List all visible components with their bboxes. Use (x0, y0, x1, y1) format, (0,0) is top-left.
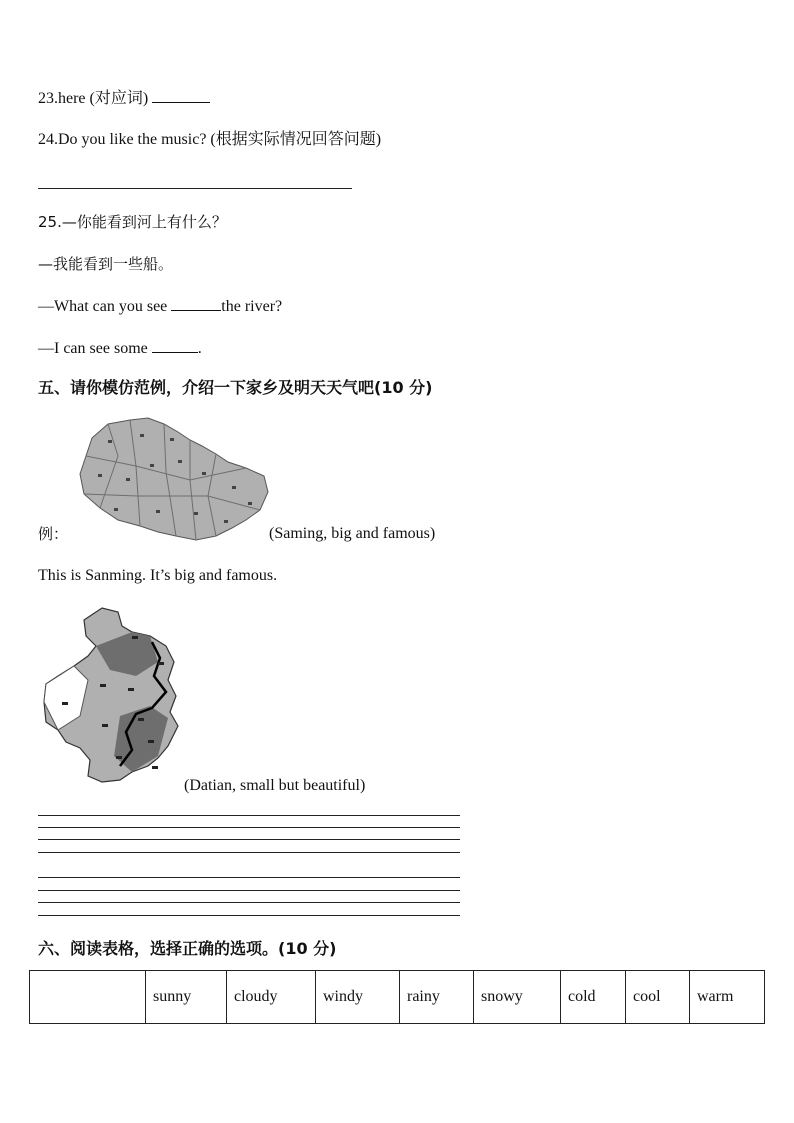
table-cell-warm: warm (690, 971, 765, 1024)
table-cell-cool: cool (626, 971, 690, 1024)
question-25-answer-cn: —我能看到一些船。 (38, 255, 174, 273)
question-23-text: 23.here (对应词) (38, 90, 153, 107)
table-row (30, 971, 765, 1024)
writing-line-5[interactable] (38, 877, 460, 878)
question-25-line-2-pre: —I can see some (38, 340, 152, 357)
question-23 (38, 88, 210, 109)
table-cell-windy: windy (316, 971, 400, 1024)
question-25-line-2-post: . (197, 340, 202, 357)
writing-line-4[interactable] (38, 852, 460, 853)
example-hint: (Saming, big and famous) (269, 525, 436, 542)
question-24-text: 24.Do you like the music? (根据实际情况回答问题) (38, 131, 382, 148)
writing-line-1[interactable] (38, 815, 460, 816)
example-sentence: This is Sanming. It’s big and famous. (38, 567, 278, 584)
writing-line-6[interactable] (38, 890, 460, 891)
example-label: 例： (38, 525, 69, 543)
datian-map-image (40, 606, 184, 784)
table-cell-cloudy: cloudy (227, 971, 316, 1024)
writing-line-8[interactable] (38, 915, 460, 916)
task-hint: (Datian, small but beautiful) (184, 777, 366, 794)
weather-table (29, 970, 765, 1024)
question-25-line-1-pre: —What can you see (38, 298, 172, 315)
question-25-prompt: 25.—你能看到河上有什么？ (38, 213, 227, 231)
section-5-heading: 五、请你模仿范例，介绍一下家乡及明天天气吧(10 分) (38, 378, 433, 397)
answer-line-24[interactable] (38, 188, 352, 189)
question-25-line-1-post: the river? (221, 298, 283, 315)
table-cell-cold: cold (561, 971, 626, 1024)
answer-blank-25a[interactable] (171, 296, 221, 311)
example-row (38, 524, 68, 545)
writing-line-7[interactable] (38, 902, 460, 903)
question-25-line-1 (38, 296, 282, 317)
table-cell-snowy: snowy (474, 971, 561, 1024)
table-cell-rainy: rainy (400, 971, 474, 1024)
question-25-line-2 (38, 338, 202, 359)
table-cell-empty (30, 971, 146, 1024)
sanming-map-image (78, 416, 270, 542)
question-24 (38, 130, 381, 150)
writing-line-2[interactable] (38, 827, 460, 828)
writing-line-3[interactable] (38, 839, 460, 840)
answer-blank-23[interactable] (152, 88, 210, 103)
section-6-heading: 六、阅读表格，选择正确的选项。(10 分) (38, 939, 337, 958)
table-cell-sunny: sunny (146, 971, 227, 1024)
answer-blank-25b[interactable] (152, 338, 198, 353)
